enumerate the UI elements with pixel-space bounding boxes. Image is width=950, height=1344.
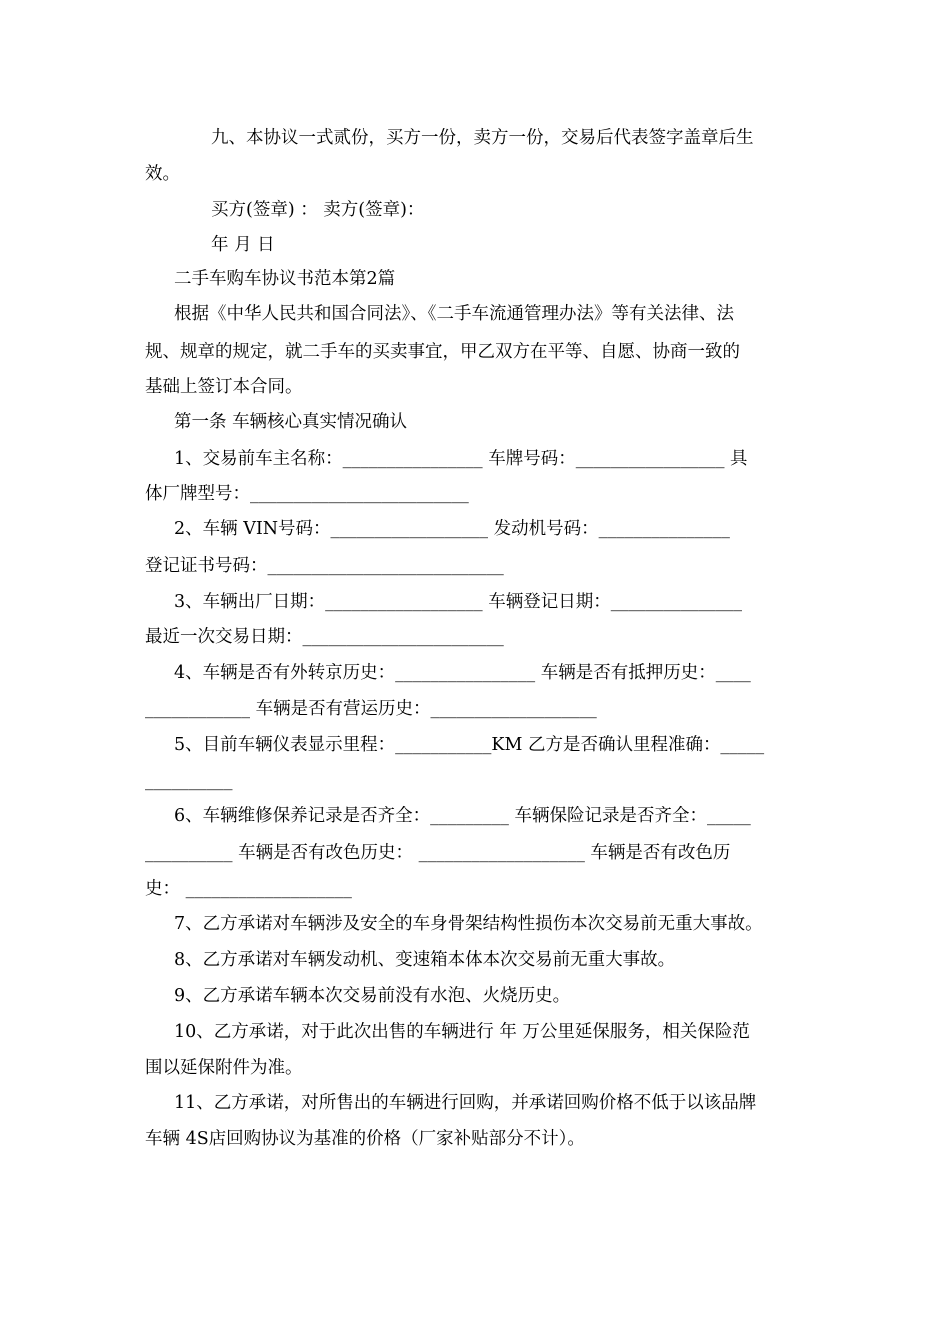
item-2-line-2: 登记证书号码：___________________________ xyxy=(145,556,504,576)
item-8-line: 8、乙方承诺对车辆发动机、变速箱本体本次交易前无重大事故。 xyxy=(174,950,676,970)
item-10-line-2: 围以延保附件为准。 xyxy=(145,1058,303,1078)
item-1-line-1: 1、交易前车主名称：________________ 车牌号码：_________________ 具 xyxy=(174,449,748,469)
signature-line: 买方(签章) ： 卖方(签章)： xyxy=(211,200,425,220)
item-7-line: 7、乙方承诺对车辆涉及安全的车身骨架结构性损伤本次交易前无重大事故。 xyxy=(174,914,763,934)
item-11-line-2: 车辆 4S店回购协议为基准的价格（厂家补贴部分不计）。 xyxy=(145,1129,585,1149)
section-heading: 二手车购车协议书范本第2篇 xyxy=(174,269,396,289)
item-3-line-1: 3、车辆出厂日期：__________________ 车辆登记日期：_______________ xyxy=(174,592,742,612)
item-6-line-1: 6、车辆维修保养记录是否齐全：_________ 车辆保险记录是否齐全：_____ xyxy=(174,806,751,826)
item-4-line-2: ____________ 车辆是否有营运历史：___________________ xyxy=(145,699,597,719)
item-11-line-1: 11、乙方承诺，对所售出的车辆进行回购，并承诺回购价格不低于以该品牌 xyxy=(174,1093,757,1113)
clause-nine-line-2: 效。 xyxy=(145,164,180,184)
item-1-line-2: 体厂牌型号：_________________________ xyxy=(145,484,469,504)
item-6-line-2: __________ 车辆是否有改色历史： ___________________ 车辆是否有改色历 xyxy=(145,843,731,863)
date-line: 年 月 日 xyxy=(211,235,275,255)
item-5-line-1: 5、目前车辆仪表显示里程：___________KM 乙方是否确认里程准确：_____ xyxy=(174,735,765,755)
item-4-line-1: 4、车辆是否有外转京历史：________________ 车辆是否有抵押历史：____ xyxy=(174,663,751,683)
item-3-line-2: 最近一次交易日期：_______________________ xyxy=(145,627,504,647)
clause-nine-line-1: 九、本协议一式贰份，买方一份，卖方一份，交易后代表签字盖章后生 xyxy=(211,128,754,148)
item-2-line-1: 2、车辆 VIN号码：__________________ 发动机号码：_______________ xyxy=(174,519,730,539)
item-9-line: 9、乙方承诺车辆本次交易前没有水泡、火烧历史。 xyxy=(174,986,571,1006)
item-6-line-3: 史： ___________________ xyxy=(145,879,352,899)
preamble-line-1: 根据《中华人民共和国合同法》、《二手车流通管理办法》等有关法律、法 xyxy=(174,304,734,324)
preamble-line-3: 基础上签订本合同。 xyxy=(145,377,303,397)
item-10-line-1: 10、乙方承诺，对于此次出售的车辆进行 年 万公里延保服务，相关保险范 xyxy=(174,1022,750,1042)
preamble-line-2: 规、规章的规定，就二手车的买卖事宜，甲乙双方在平等、自愿、协商一致的 xyxy=(145,342,740,362)
article-one-heading: 第一条 车辆核心真实情况确认 xyxy=(174,412,408,432)
item-5-line-2: __________ xyxy=(145,771,233,791)
